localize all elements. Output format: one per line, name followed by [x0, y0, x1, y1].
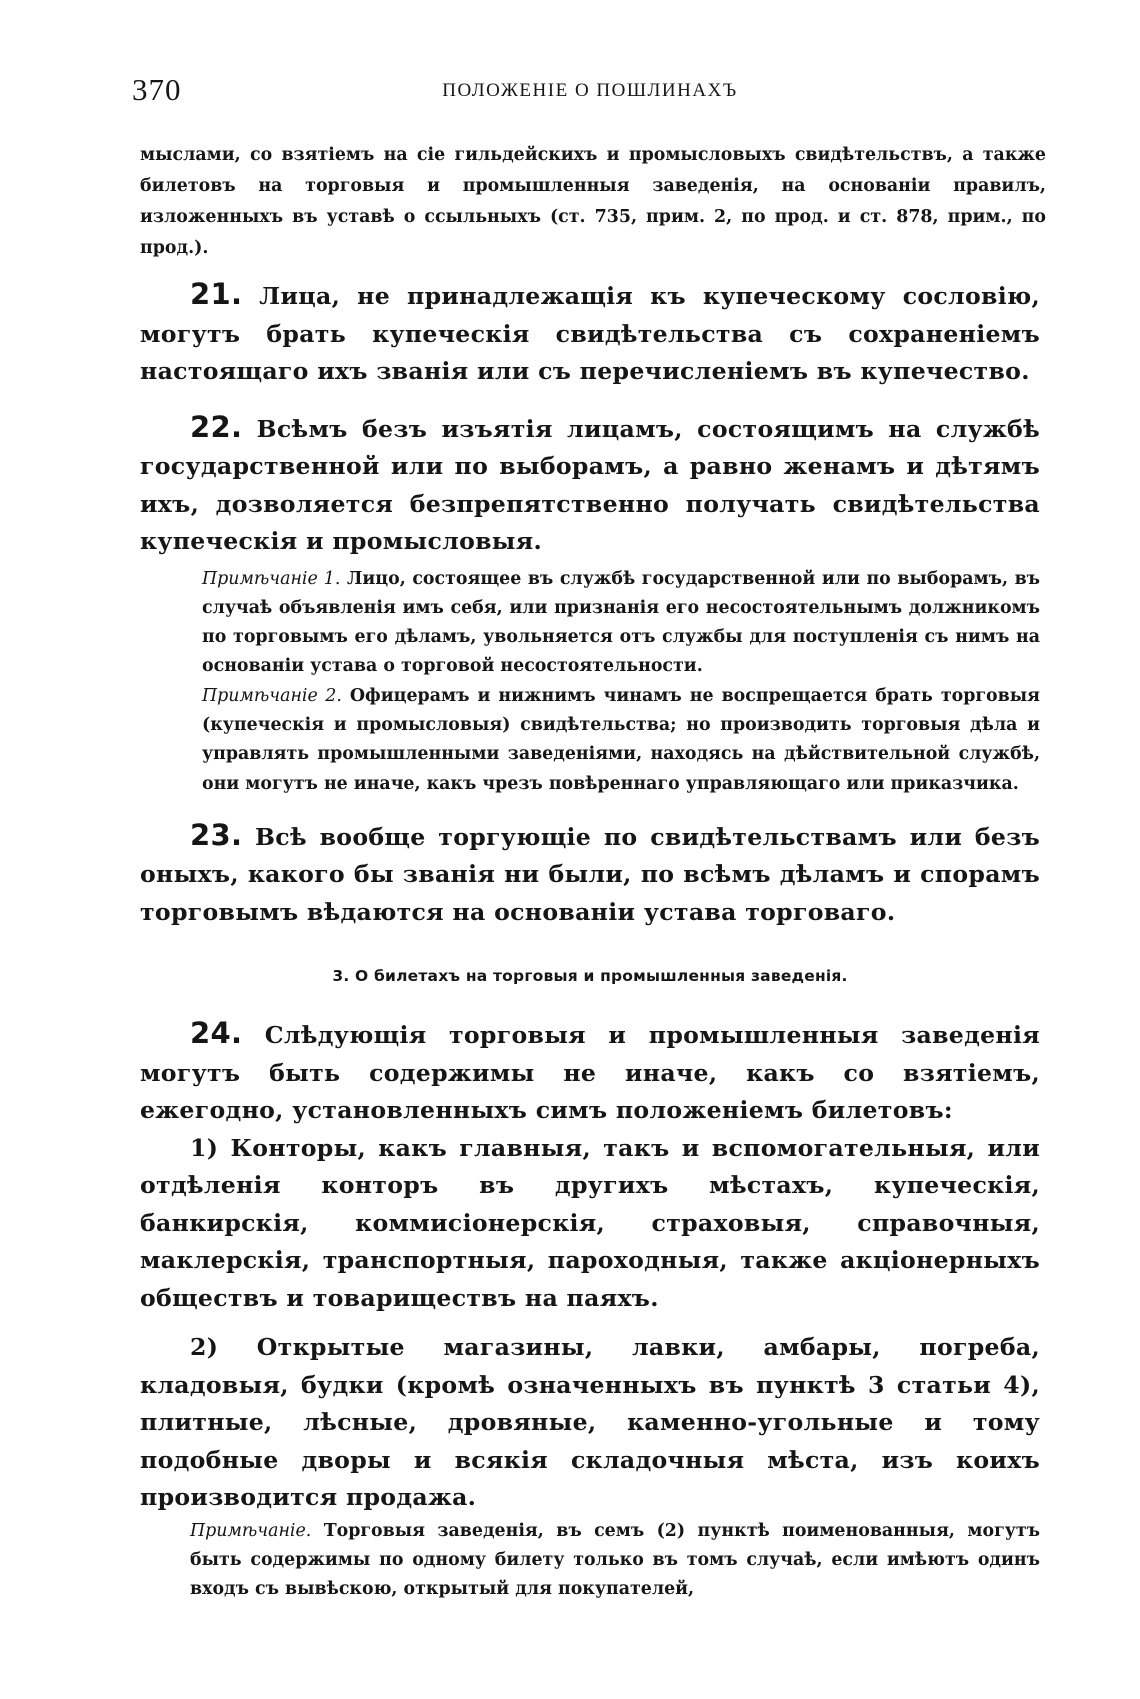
note-text: Лицо, состоящее въ службѣ государственной или по выборамъ, въ случаѣ объявленія имъ себя, или признанія его несостоятельнымъ должникомъ по торговымъ его дѣламъ, увольняется отъ службы для поступленія съ нимъ на основаніи устава о торговой несостоятельности. [202, 568, 1040, 677]
note-text: Офицерамъ и нижнимъ чинамъ не воспрещается брать торговыя (купеческія и промысловыя) свидѣтельства; но производить торговыя дѣла и управлять промышленными заведеніями, находясь на дѣйствительной службѣ, они могутъ не иначе, какъ чрезъ повѣреннаго управляющаго или приказчика. [202, 685, 1040, 794]
article-text: Слѣдующія торговыя и промышленныя заведенія могутъ быть содержимы не иначе, какъ со взятіемъ, ежегодно, установленныхъ симъ положеніемъ билетовъ: [140, 1021, 1040, 1125]
page-header [132, 72, 1040, 112]
article-24-item-1: 1) Конторы, какъ главныя, такъ и вспомогательныя, или отдѣленія конторъ въ другихъ мѣстахъ, купеческія, банкирскія, коммисіонерскія, страховыя, справочныя, маклерскія, транспортныя, пароходныя, также акціонерныхъ обществъ и товариществъ на паяхъ. [140, 1133, 1040, 1312]
note-text: Торговыя заведенія, въ семъ (2) пунктѣ поименованныя, могутъ быть содержимы по одному билету только въ томъ случаѣ, если имѣютъ одинъ входъ съ вывѣскою, открытый для покупателей, [190, 1520, 1040, 1600]
running-title: ПОЛОЖЕНІЕ О ПОШЛИНАХЪ [442, 80, 738, 101]
article-text: Всѣ вообще торгующіе по свидѣтельствамъ или безъ оныхъ, какого бы званія ни были, по всѣмъ дѣламъ и спорамъ торговымъ вѣдаются на основаніи устава торговаго. [140, 822, 1040, 926]
note-label: Примѣчаніе. [190, 1520, 312, 1541]
article-number: 21. [190, 277, 243, 311]
page-body [140, 140, 1046, 1605]
article-text: Лица, не принадлежащія къ купеческому сословію, могутъ брать купеческія свидѣтельства съ сохраненіемъ настоящаго ихъ званія или съ перечисленіемъ въ купечество. [140, 282, 1040, 385]
article-21 [140, 276, 1040, 391]
section-heading: 3. О билетахъ на торговыя и промышленныя заведенія. [332, 967, 848, 986]
article-24-note [190, 1517, 1040, 1605]
note-label: Примѣчаніе 2. [202, 685, 342, 706]
article-24 [140, 1015, 1040, 1130]
article-number: 24. [190, 1016, 243, 1051]
article-22 [140, 409, 1040, 561]
article-23 [140, 817, 1040, 932]
article-text: Всѣмъ безъ изъятія лицамъ, состоящимъ на службѣ государственной или по выборамъ, а равно женамъ и дѣтямъ ихъ, дозволяется безпрепятственно получать свидѣтельства купеческія и промысловыя. [140, 414, 1040, 555]
article-number: 22. [190, 409, 243, 444]
article-22-note-1 [202, 565, 1040, 682]
article-number: 23. [190, 817, 243, 852]
continuation-paragraph: мыслами, со взятіемъ на сіе гильдейскихъ и промысловыхъ свидѣтельствъ, а также билетовъ на торговыя и промышленныя заведенія, на основаніи правилъ, изложенныхъ въ уставѣ о ссыльныхъ (ст. 735, прим. 2, по прод. и ст. 878, прим., по прод.). [140, 145, 1046, 258]
article-24-item-2: 2) Открытые магазины, лавки, амбары, погреба, кладовыя, будки (кромѣ означенныхъ въ пунктѣ 3 статьи 4), плитные, лѣсные, дровяные, каменно-угольные и тому подобные дворы и всякія складочныя мѣста, изъ коихъ производится продажа. [140, 1333, 1040, 1512]
note-label: Примѣчаніе 1. [202, 568, 341, 589]
article-22-note-2 [202, 682, 1040, 799]
page-number: 370 [132, 72, 182, 107]
book-page [132, 0, 1046, 1699]
